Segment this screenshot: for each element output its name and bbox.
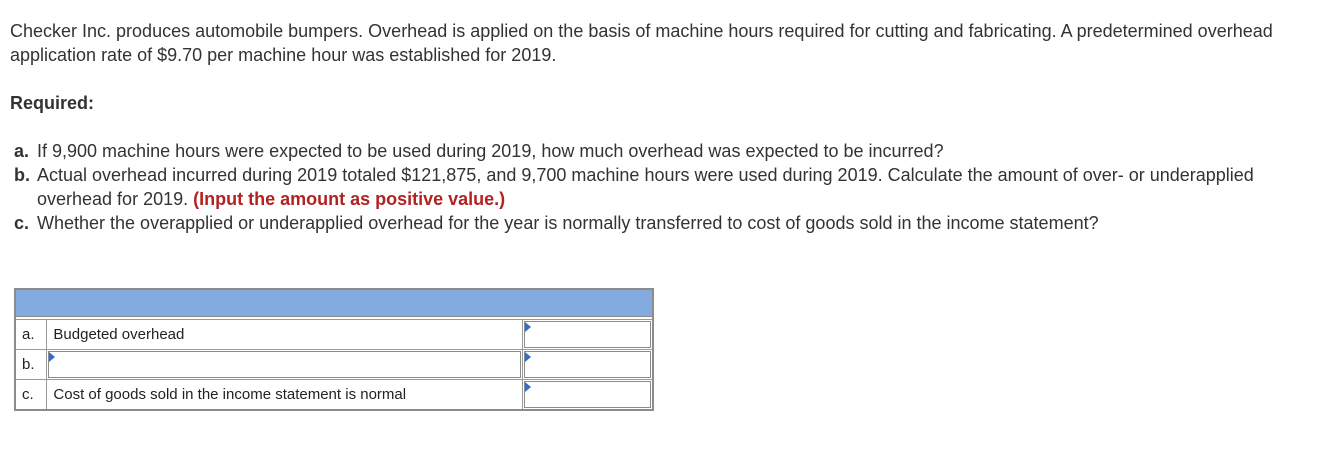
- table-header-row: [15, 289, 653, 317]
- question-text: Whether the overapplied or underapplied overhead for the year is normally transferred to cost of goods sold in the income statement?: [37, 213, 1099, 233]
- row-label-cogs-normal: Cost of goods sold in the income statement is normal: [47, 380, 522, 411]
- row-label-cell: [47, 350, 522, 380]
- question-text: If 9,900 machine hours were expected to be used during 2019, how much overhead was expected to be incurred?: [37, 141, 944, 161]
- answer-table: [14, 288, 654, 411]
- dropdown-marker-icon: [49, 352, 55, 362]
- row-label-budgeted-overhead: Budgeted overhead: [47, 320, 522, 350]
- answer-input-box: [524, 381, 651, 408]
- table-row: [15, 380, 653, 411]
- question-list: [14, 139, 1304, 235]
- over-under-applied-amount-input[interactable]: [525, 352, 650, 377]
- question-letter: b.: [14, 165, 30, 185]
- question-a: [14, 139, 1304, 163]
- question-letter: a.: [14, 141, 30, 161]
- input-instruction-note: (Input the amount as positive value.): [193, 189, 506, 209]
- question-letter: c.: [14, 213, 30, 233]
- cogs-normal-answer-input[interactable]: [525, 382, 650, 407]
- dropdown-marker-icon: [525, 382, 531, 392]
- budgeted-overhead-input[interactable]: [525, 322, 650, 347]
- table-header-band: [15, 289, 653, 317]
- required-heading: Required:: [10, 93, 95, 113]
- question-text: Actual overhead incurred during 2019 totaled $121,875, and 9,700 machine hours were used during 2019. Calculate the amount of over- or underapplied overhead for 2019.: [37, 165, 1254, 209]
- table-row: [15, 350, 653, 380]
- problem-intro: Checker Inc. produces automobile bumpers. Overhead is applied on the basis of machine hours required for cutting and fabricating. A predetermined overhead application rate of $9.70 per machine hour was established for 2019.: [10, 21, 1273, 65]
- answer-input-box: [524, 321, 651, 348]
- label-select-box: [48, 351, 520, 378]
- answer-cell: [522, 320, 653, 350]
- over-under-applied-label-input[interactable]: [49, 352, 519, 377]
- table-row: [15, 320, 653, 350]
- answer-cell: [522, 350, 653, 380]
- row-letter: a.: [15, 320, 47, 350]
- row-letter: c.: [15, 380, 47, 411]
- input-marker-icon: [525, 322, 531, 332]
- input-marker-icon: [525, 352, 531, 362]
- question-b: [14, 163, 1304, 211]
- answer-cell: [522, 380, 653, 411]
- answer-input-box: [524, 351, 651, 378]
- row-letter: b.: [15, 350, 47, 380]
- question-c: [14, 211, 1304, 235]
